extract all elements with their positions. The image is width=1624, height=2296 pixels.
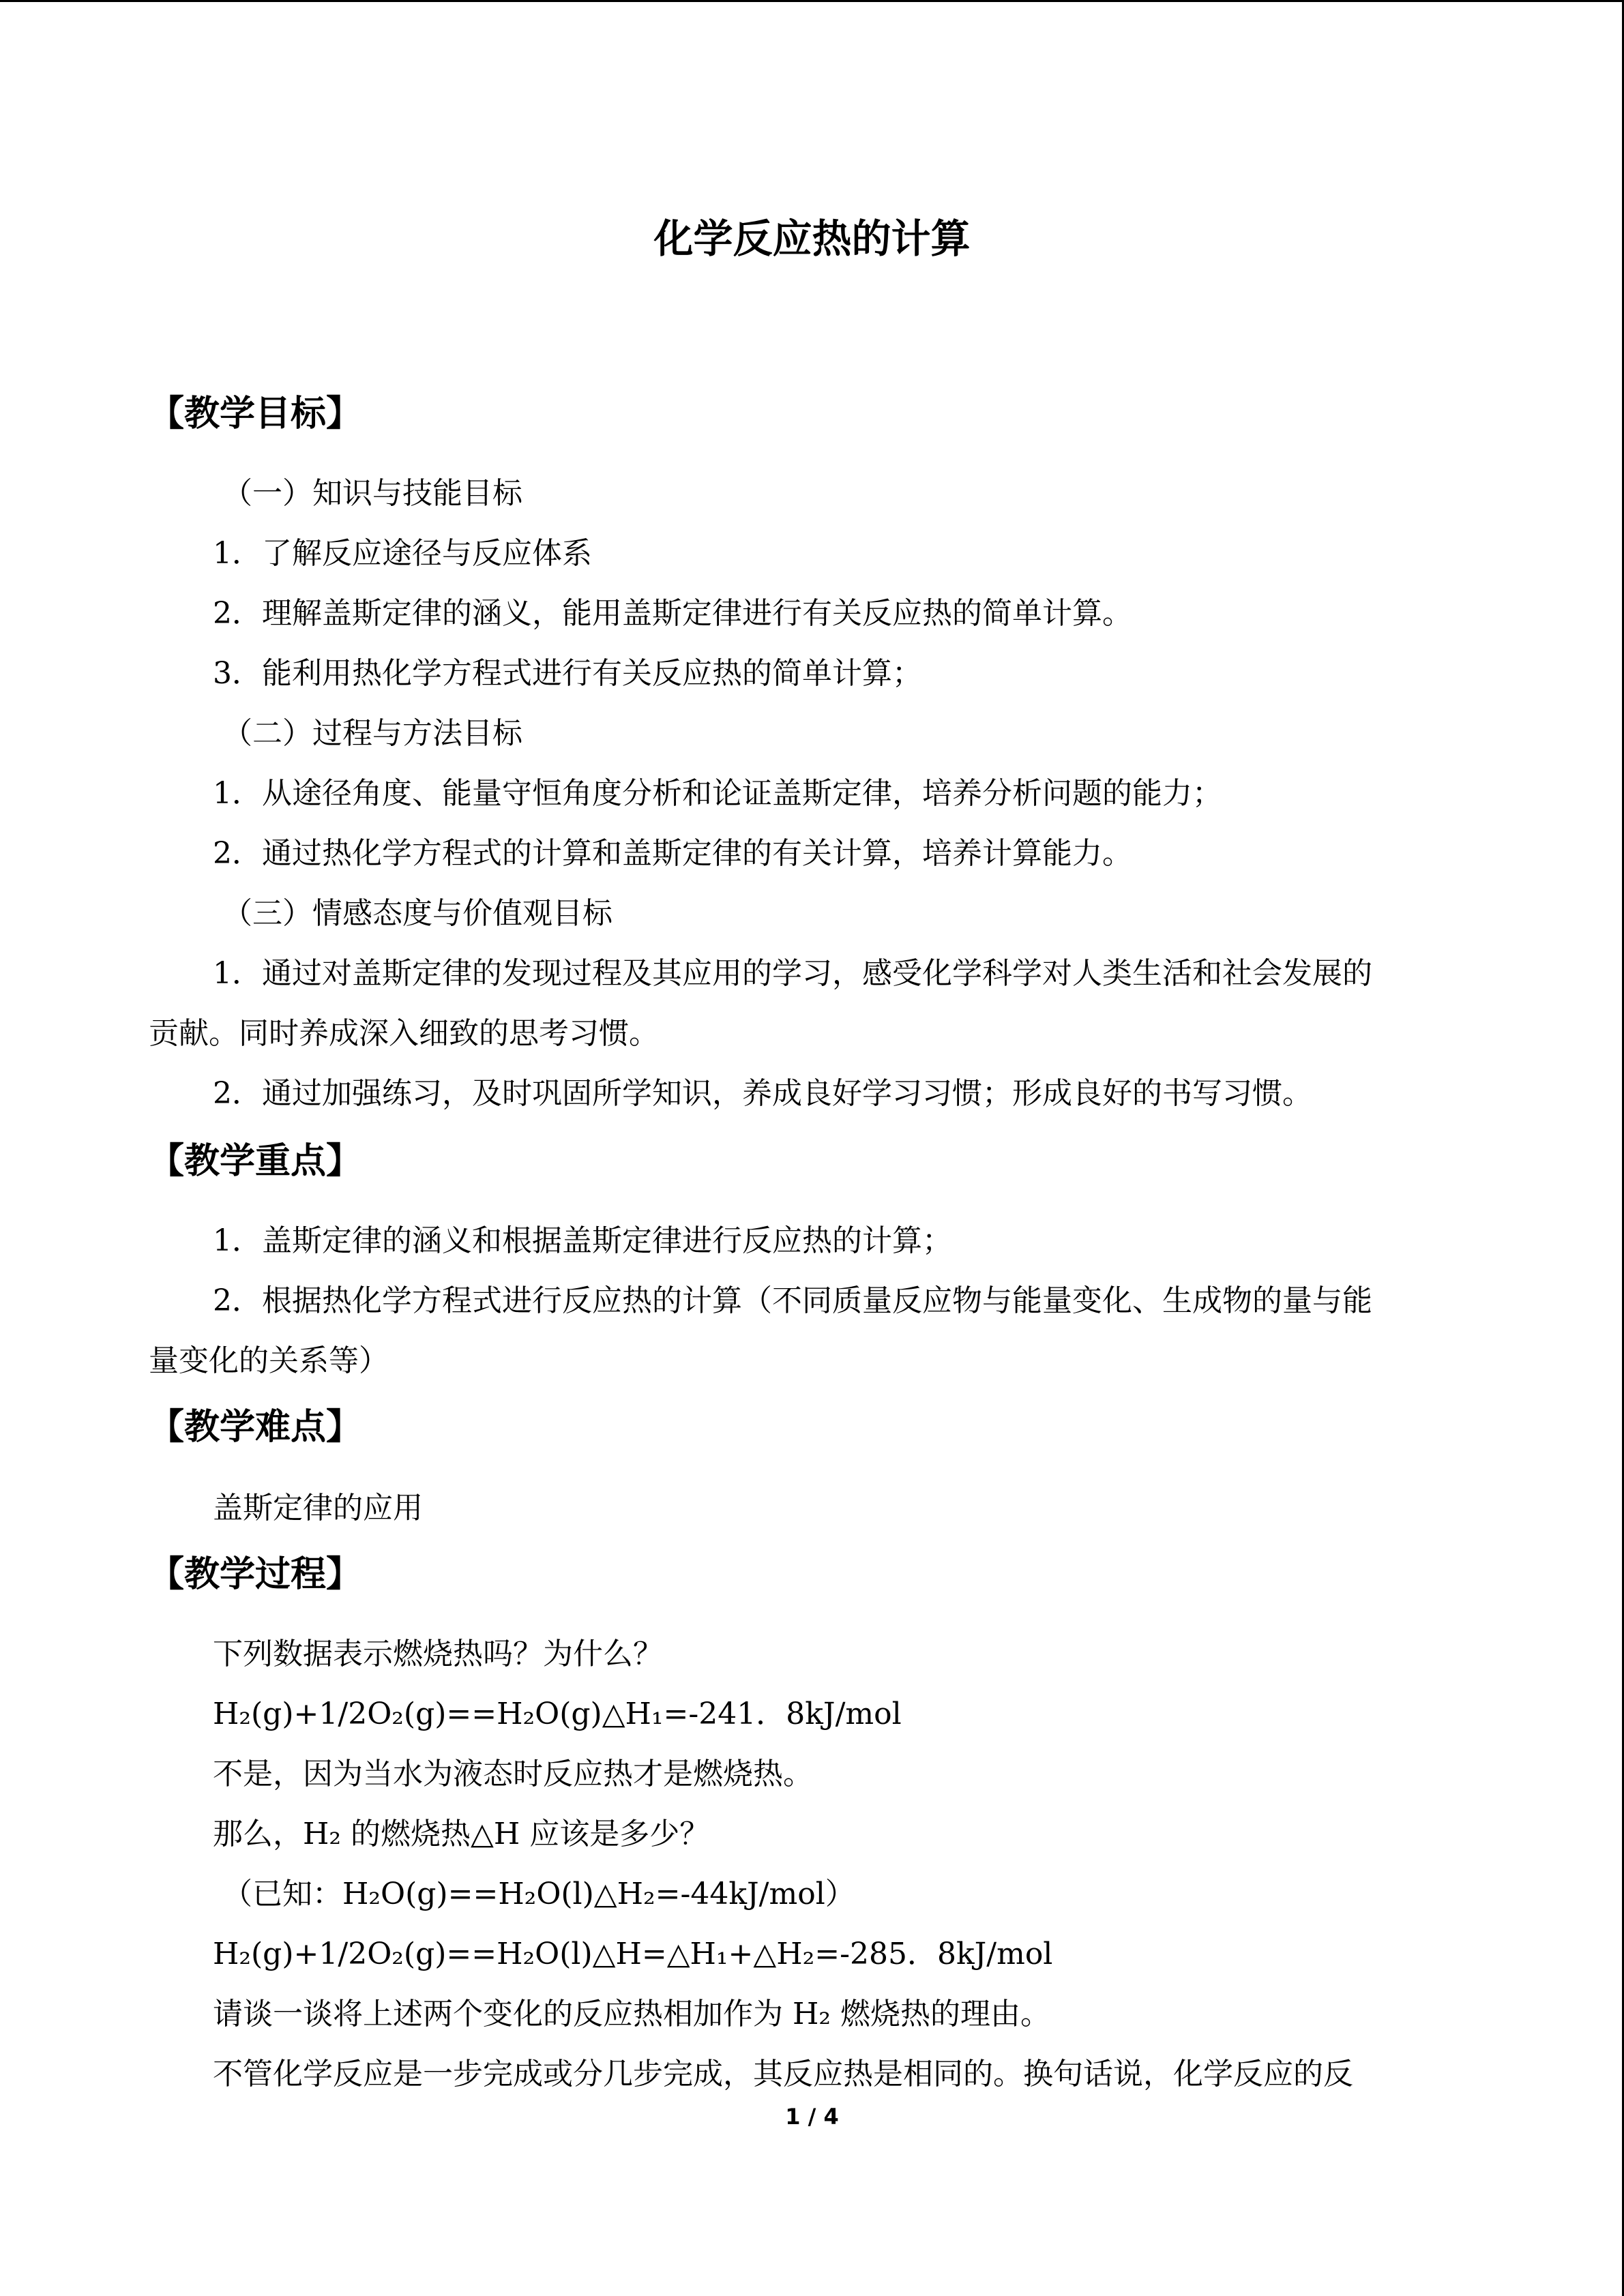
process-equation-2: H₂(g)+1/2O₂(g)==H₂O(l)△H=△H₁+△H₂=-285．8kJ/mol [213,1937,1053,1971]
process-answer-3: 不管化学反应是一步完成或分几步完成，其反应热是相同的。换句话说，化学反应的反 [213,2057,1353,2091]
objectives-sub2: （二）过程与方法目标 [222,716,522,751]
page-border-top [0,0,1624,2]
process-given: （已知：H₂O(g)==H₂O(l)△H₂=-44kJ/mol） [222,1877,855,1911]
objectives-p1: 1．从途径角度、能量守恒角度分析和论证盖斯定律，培养分析问题的能力； [213,776,1222,811]
objectives-p2: 2．通过热化学方程式的计算和盖斯定律的有关计算，培养计算能力。 [213,836,1132,871]
key-point-1: 1．盖斯定律的涵义和根据盖斯定律进行反应热的计算； [213,1223,952,1258]
process-question-2: 那么，H₂ 的燃烧热△H 应该是多少？ [213,1817,710,1851]
objectives-k1: 1．了解反应途径与反应体系 [213,536,592,571]
heading-process: 【教学过程】 [149,1554,362,1595]
key-point-2-line2: 量变化的关系等） [149,1343,389,1378]
heading-key-points: 【教学重点】 [149,1141,362,1182]
objectives-sub1: （一）知识与技能目标 [222,476,522,511]
difficulty-1: 盖斯定律的应用 [213,1491,423,1525]
objectives-e2: 2．通过加强练习，及时巩固所学知识，养成良好学习习惯；形成良好的书写习惯。 [213,1076,1312,1111]
process-answer-1: 不是，因为当水为液态时反应热才是燃烧热。 [213,1757,813,1791]
process-question-1: 下列数据表示燃烧热吗？为什么？ [213,1637,663,1671]
objectives-k2: 2．理解盖斯定律的涵义，能用盖斯定律进行有关反应热的简单计算。 [213,596,1132,631]
process-question-3: 请谈一谈将上述两个变化的反应热相加作为 H₂ 燃烧热的理由。 [213,1997,1050,2031]
key-point-2-line1: 2．根据热化学方程式进行反应热的计算（不同质量反应物与能量变化、生成物的量与能 [213,1283,1372,1318]
page-title: 化学反应热的计算 [653,215,971,262]
objectives-sub3: （三）情感态度与价值观目标 [222,896,612,931]
heading-difficulties: 【教学难点】 [149,1407,362,1448]
objectives-k3: 3．能利用热化学方程式进行有关反应热的简单计算； [213,656,922,691]
objectives-e1-line2: 贡献。同时养成深入细致的思考习惯。 [149,1016,659,1051]
page-number: 1 / 4 [785,2104,839,2130]
objectives-e1-line1: 1．通过对盖斯定律的发现过程及其应用的学习，感受化学科学对人类生活和社会发展的 [213,956,1372,991]
heading-objectives: 【教学目标】 [149,393,362,434]
process-equation-1: H₂(g)+1/2O₂(g)==H₂O(g)△H₁=-241．8kJ/mol [213,1697,902,1731]
